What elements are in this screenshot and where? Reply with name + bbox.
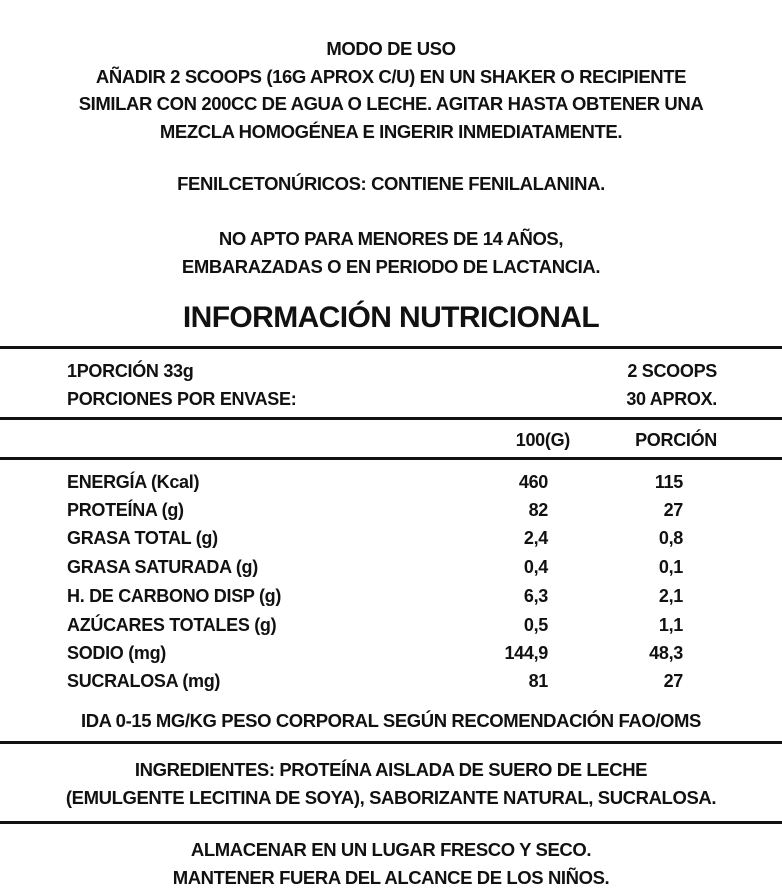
nutrient-label: GRASA TOTAL (g) xyxy=(67,528,218,548)
column-header-row xyxy=(0,426,782,454)
usage-line-1: AÑADIR 2 SCOOPS (16G APROX C/U) EN UN SHAKER O RECIPIENTE xyxy=(95,65,687,87)
nutrient-per100: 0,5 xyxy=(523,615,548,635)
nutrition-title: INFORMACIÓN NUTRICIONAL xyxy=(182,301,600,334)
nutrient-per100: 6,3 xyxy=(523,586,548,606)
servings-per-container-row xyxy=(0,385,782,413)
nutrient-row xyxy=(0,582,782,610)
nutrient-row xyxy=(0,468,782,496)
age-warning xyxy=(0,225,782,280)
nutrient-row xyxy=(0,667,782,695)
storage-line-1: ALMACENAR EN UN LUGAR FRESCO Y SECO. xyxy=(190,839,592,860)
storage-line-2: MANTENER FUERA DEL ALCANCE DE LOS NIÑOS. xyxy=(172,866,610,888)
nutrient-per100: 144,9 xyxy=(504,643,548,663)
nutrient-row xyxy=(0,639,782,667)
nutrient-per-portion: 2,1 xyxy=(658,586,683,606)
phenylketonuria-warning xyxy=(0,170,782,198)
nutrient-per100: 2,4 xyxy=(523,528,548,548)
nutrient-label: SODIO (mg) xyxy=(67,643,166,663)
nutrient-row xyxy=(0,553,782,581)
ingredients-line-1: INGREDIENTES: PROTEÍNA AISLADA DE SUERO DE LECHE xyxy=(134,759,648,780)
ingredients-section xyxy=(0,756,782,811)
divider-header xyxy=(0,457,782,460)
storage-section xyxy=(0,836,782,891)
divider-ida xyxy=(0,741,782,744)
servings-per-container-value: 30 APROX. xyxy=(626,389,717,409)
nutrient-per-portion: 27 xyxy=(663,671,683,691)
nutrient-per-portion: 0,8 xyxy=(658,528,683,548)
usage-line-3: MEZCLA HOMOGÉNEA E INGERIR INMEDIATAMENTE. xyxy=(159,120,623,142)
nutrient-per100: 81 xyxy=(528,671,548,691)
ingredients-line-2: (EMULGENTE LECITINA DE SOYA), SABORIZANTE NATURAL, SUCRALOSA. xyxy=(65,786,717,808)
nutrient-label: AZÚCARES TOTALES (g) xyxy=(67,615,277,635)
nutrient-row xyxy=(0,611,782,639)
nutrient-per100: 0,4 xyxy=(523,557,548,577)
nutrient-label: GRASA SATURADA (g) xyxy=(67,557,258,577)
usage-heading: MODO DE USO xyxy=(326,38,456,59)
nutrient-per-portion: 27 xyxy=(663,500,683,520)
age-warning-line-1: NO APTO PARA MENORES DE 14 AÑOS, xyxy=(218,228,564,249)
nutrient-per-portion: 0,1 xyxy=(658,557,683,577)
serving-size-label: 1PORCIÓN 33g xyxy=(67,361,194,381)
nutrient-per100: 82 xyxy=(528,500,548,520)
column-header-per100: 100(G) xyxy=(515,430,570,450)
serving-size-value: 2 SCOOPS xyxy=(627,361,717,381)
ida-note-text: IDA 0-15 MG/KG PESO CORPORAL SEGÚN RECOMENDACIÓN FAO/OMS xyxy=(80,710,702,731)
divider-serving xyxy=(0,417,782,420)
column-header-per-portion: PORCIÓN xyxy=(635,430,717,450)
age-warning-line-2: EMBARAZADAS O EN PERIODO DE LACTANCIA. xyxy=(181,255,601,277)
ida-note xyxy=(0,707,782,735)
nutrient-label: ENERGÍA (Kcal) xyxy=(67,472,200,492)
usage-section xyxy=(0,35,782,145)
nutrient-per-portion: 115 xyxy=(654,472,683,492)
nutrient-per-portion: 48,3 xyxy=(649,643,683,663)
phenylketonuria-text: FENILCETONÚRICOS: CONTIENE FENILALANINA. xyxy=(177,173,605,194)
nutrient-per100: 460 xyxy=(518,472,548,492)
nutrient-label: H. DE CARBONO DISP (g) xyxy=(67,586,282,606)
divider-ingredients xyxy=(0,821,782,824)
nutrient-per-portion: 1,1 xyxy=(658,615,683,635)
nutrient-row xyxy=(0,496,782,524)
serving-size-row xyxy=(0,357,782,385)
usage-line-2: SIMILAR CON 200CC DE AGUA O LECHE. AGITAR HASTA OBTENER UNA xyxy=(78,93,704,114)
nutrient-label: PROTEÍNA (g) xyxy=(67,500,184,520)
nutrient-row xyxy=(0,524,782,552)
divider-top xyxy=(0,346,782,349)
servings-per-container-label: PORCIONES POR ENVASE: xyxy=(67,389,297,409)
nutrient-label: SUCRALOSA (mg) xyxy=(67,671,221,691)
